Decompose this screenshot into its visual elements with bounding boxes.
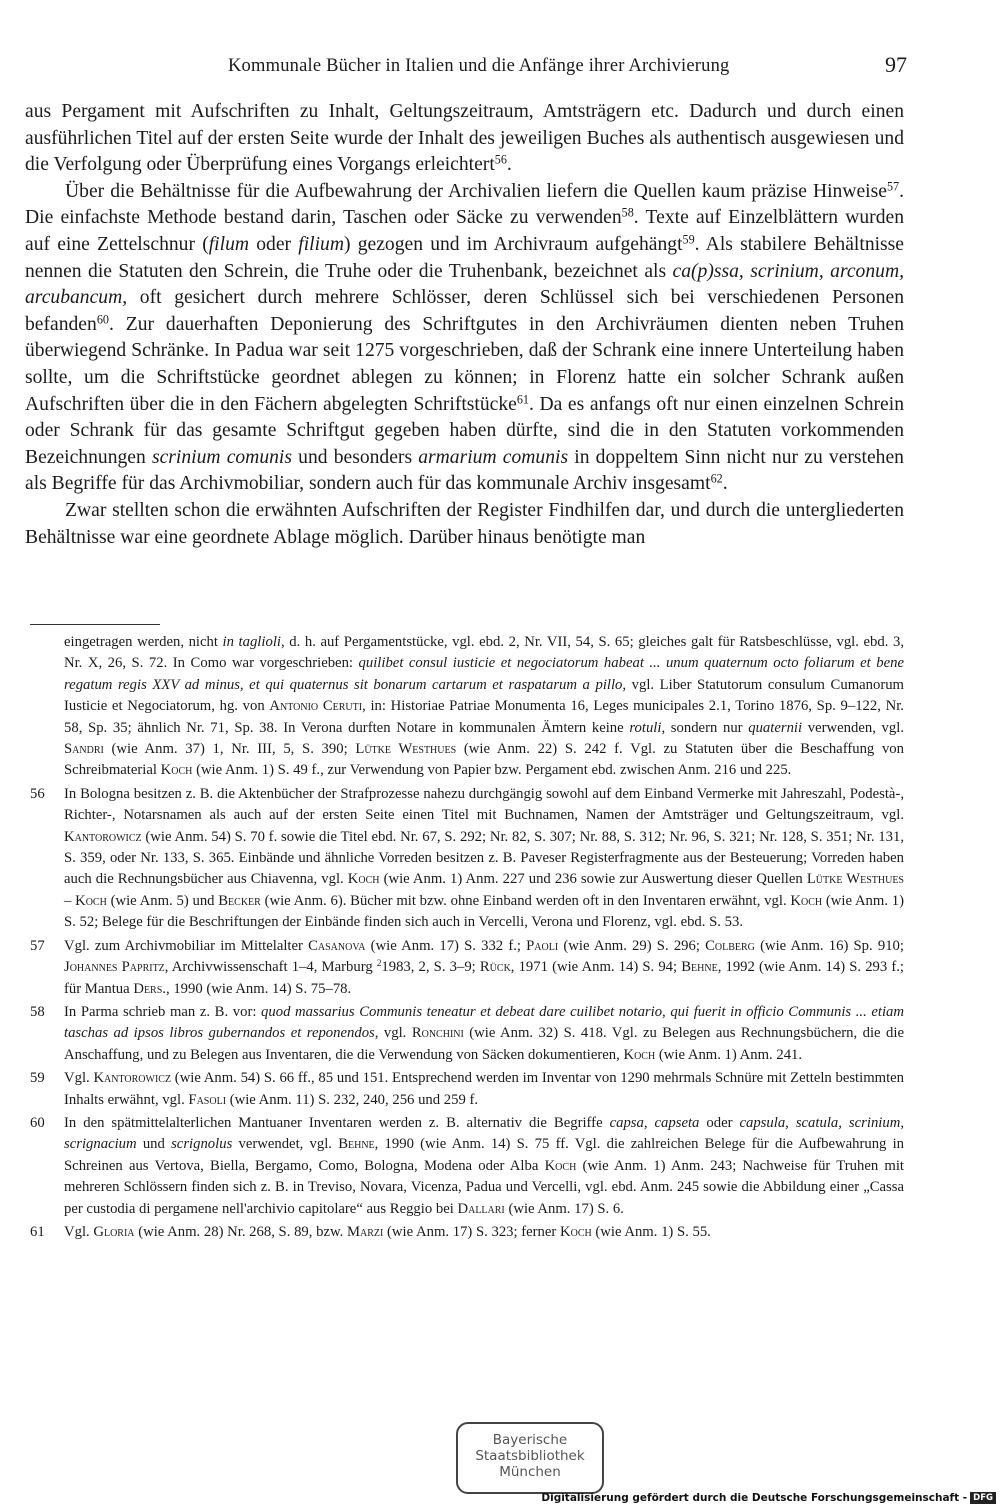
footnote-59: 59 Vgl. Kantorowicz (wie Anm. 54) S. 66 ff., 85 und 151. Entsprechend werden im Inventar von 1290 mehrmals Schnüre mit Zetteln bestimmten Inhalts erwähnt, vgl. Fasoli (wie Anm. 11) S. 232, 240, 256 und 259 f. (30, 1070, 905, 1108)
footnote-56: 56 In Bologna besitzen z. B. die Aktenbücher der Strafprozesse nahezu durchgängig sowohl auf dem Einband Vermerke mit Jahreszahl, Podestà-, Richter-, Notarsnamen als auch auf der ersten Seite einen Titel mit Buchnamen, Namen der Amtsträger und Geltungszeitraum, vgl. Kantorowicz (wie Anm. 54) S. 70 f. sowie die Titel ebd. Nr. 67, S. 292; Nr. 82, S. 307; Nr. 88, S. 312; Nr. 96, S. 321; Nr. 128, S. 351; Nr. 131, S. 359, oder Nr. 133, S. 365. Einbände und ähnliche Vorreden besitzen z. B. Paveser Registerfragmente aus der Besteuerung; Vorreden haben auch die Rechnungsbücher aus Chiavenna, vgl. Koch (wie Anm. 1) Anm. 227 und 236 sowie zur Auswertung dieser Quellen Lütke Westhues – Koch (wie Anm. 5) und Becker (wie Anm. 6). Bücher mit bzw. ohne Einband werden oft in den Inventaren erwähnt, vgl. Koch (wie Anm. 1) S. 52; Belege für die Beschriftungen der Einbände finden sich auch in Vercelli, Verona und Florenz, vgl. ebd. S. 53. (30, 785, 904, 931)
footnote-ref: 57 (886, 179, 900, 194)
library-stamp: Bayerische Staatsbibliothek München (456, 1422, 604, 1494)
footnotes (30, 632, 904, 1245)
footnote-number: 61 (30, 1223, 45, 1240)
footnote-57: 57 Vgl. zum Archivmobiliar im Mittelalter Casanova (wie Anm. 17) S. 332 f.; Paoli (wie Anm. 29) S. 296; Colberg (wie Anm. 16) Sp. 910; Johannes Papritz, Archivwissenschaft 1–4, Marburg $^2$1983, 2, S. 3–9; Rück, 1971 (wie Anm. 14) S. 94; Behne, 1992 (wie Anm. 14) S. 293 f.; für Mantua Ders., 1990 (wie Anm. 14) S. 75–78. (30, 937, 905, 997)
footnote-ref: 56 (494, 152, 507, 167)
footnote-divider (30, 624, 160, 625)
paragraph-2: Über die Behältnisse für die Aufbewahrung der Archivalien liefern die Quellen kaum präzise Hinweise$^{57}$. Die einfachste Methode bestand darin, Taschen oder Säcke zu verwenden$^{58}$. Texte auf Einzelblättern wurden auf eine Zettelschnur (filum oder filium) gezogen und im Archivraum aufgehängt$^{59}$. Als stabilere Behältnisse nennen die Statuten den Schrein, die Truhe oder die Truhenbank, bezeichnet als ca(p)ssa, scrinium, arconum, arcubancum, oft gesichert durch mehrere Schlösser, deren Schlüssel sich bei verschiedenen Personen befanden$^{60}$. Zur dauerhaften Deponierung des Schriftgutes in den Archivräumen dienten neben Truhen überwiegend Schränke. In Padua war seit 1275 vorgeschrieben, daß der Schrank eine innere Unterteilung haben sollte, um die Schriftstücke geordnet ablegen zu können; in Florenz hatte ein solcher Schrank außen Aufschriften über die in den Fächern abgelegten Schriftstücke$^{61}$. Da es anfangs oft nur einen einzelnen Schrein oder Schrank für das gesamte Schriftgut gegeben haben dürfte, sind die in den Statuten vorkommenden Bezeichnungen scrinium comunis und besonders armarium comunis in doppeltem Sinn nicht nur zu verstehen als Begriffe für das Archivmobiliar, sondern auch für das kommunale Archiv insgesamt$^{62}$. (25, 179, 905, 495)
footnote-number: 59 (30, 1070, 45, 1087)
footnote-number: 60 (30, 1114, 45, 1131)
paragraph-3: Zwar stellten schon die erwähnten Aufschriften der Register Findhilfen dar, und durch die untergliederten Behältnisse war eine geordnete Ablage möglich. Darüber hinaus benötigte man (25, 499, 904, 548)
footnote-ref: 58 (621, 205, 634, 220)
footnote-ref: 60 (96, 312, 109, 327)
footnote-60: 60 In den spätmittelalterlichen Mantuaner Inventaren werden z. B. alternativ die Begriffe capsa, capseta oder capsula, scatula, scrinium, scrignacium und scrignolus verwendet, vgl. Behne, 1990 (wie Anm. 14) S. 75 ff. Vgl. die zahlreichen Belege für die Aufbewahrung in Schreinen aus Vertova, Biella, Bergamo, Como, Bologna, Modena oder Alba Koch (wie Anm. 1) Anm. 243; Nachweise für Truhen mit mehreren Schlössern finden sich z. B. in Treviso, Novara, Vicenza, Padua und Vercelli, vgl. ebd. Anm. 245 sowie die Abbildung einer „Cassa per custodia di pergamene nell'archivio capitolare“ aus Reggio bei Dallari (wie Anm. 17) S. 6. (30, 1114, 905, 1217)
footnote-number: 57 (30, 937, 45, 954)
footer-text: Digitalisierung gefördert durch die Deutsche Forschungsgemeinschaft - (541, 1492, 968, 1504)
digitization-footer (541, 1492, 996, 1504)
footnote-ref: 61 (516, 391, 529, 406)
paragraph-1: aus Pergament mit Aufschriften zu Inhalt, Geltungszeitraum, Amtsträgern etc. Dadurch und durch einen ausführlichen Titel auf der ersten Seite wurde der Inhalt des jeweiligen Buches als authentisch ausgewiesen und die Verfolgung oder Überprüfung eines Vorgangs erleichtert$^{56}$. (25, 101, 904, 176)
dfg-logo-icon: DFG (970, 1492, 996, 1504)
footnote-continuation: eingetragen werden, nicht in taglioli, d. h. auf Pergamentstücke, vgl. ebd. 2, Nr. VII, 54, S. 65; gleiches galt für Ratsbeschlüsse, vgl. ebd. 3, Nr. X, 26, S. 72. In Como war vorgeschrieben: quilibet consul iusticie et negociatorum habeat ... unum quaternum octo foliarum et bene regatum regis XXV ad minus, et qui quaternus sit bonarum cartarum et raspatarum a pillo, vgl. Liber Statutorum consulum Cumanorum Iusticie et Negociatorum, hg. von Antonio Ceruti, in: Historiae Patriae Monumenta 16, Leges municipales 2.1, Torino 1876, Sp. 9–122, Nr. 58, Sp. 35; ähnlich Nr. 71, Sp. 38. In Verona durften Notare in kommunalen Ämtern keine rotuli, sondern nur quaternii verwenden, vgl. Sandri (wie Anm. 37) 1, Nr. III, 5, S. 390; Lütke Westhues (wie Anm. 22) S. 242 f. Vgl. zu Statuten über die Beschaffung von Schreibmaterial Koch (wie Anm. 1) S. 49 f., zur Verwendung von Papier bzw. Pergament ebd. zwischen Anm. 216 und 225. (64, 634, 905, 779)
footnote-ref: 59 (682, 232, 695, 247)
footnote-58: 58 In Parma schrieb man z. B. vor: quod massarius Communis teneatur et debeat dare cuilibet notario, qui fuerit in officio Communis ... etiam taschas ad ipsos libros gubernandos et reponendos, vgl. Ronchini (wie Anm. 32) S. 418. Vgl. zu Belegen aus Rechnungsbüchern, die die Anschaffung, und zu Belegen aus Inventaren, die die Verwendung von Säcken dokumentieren, Koch (wie Anm. 1) Anm. 241. (30, 1003, 904, 1063)
running-title: Kommunale Bücher in Italien und die Anfänge ihrer Archivierung (228, 56, 730, 76)
footnote-number: 58 (30, 1003, 45, 1020)
footnote-61: 61 Vgl. Gloria (wie Anm. 28) Nr. 268, S. 89, bzw. Marzi (wie Anm. 17) S. 323; ferner Koch (wie Anm. 1) S. 55. (30, 1222, 904, 1243)
main-text (25, 99, 904, 551)
page-header (0, 52, 1000, 82)
footnote-ref: 62 (710, 471, 723, 486)
page-number: 97 (885, 52, 907, 77)
footnote-number: 56 (30, 785, 45, 802)
